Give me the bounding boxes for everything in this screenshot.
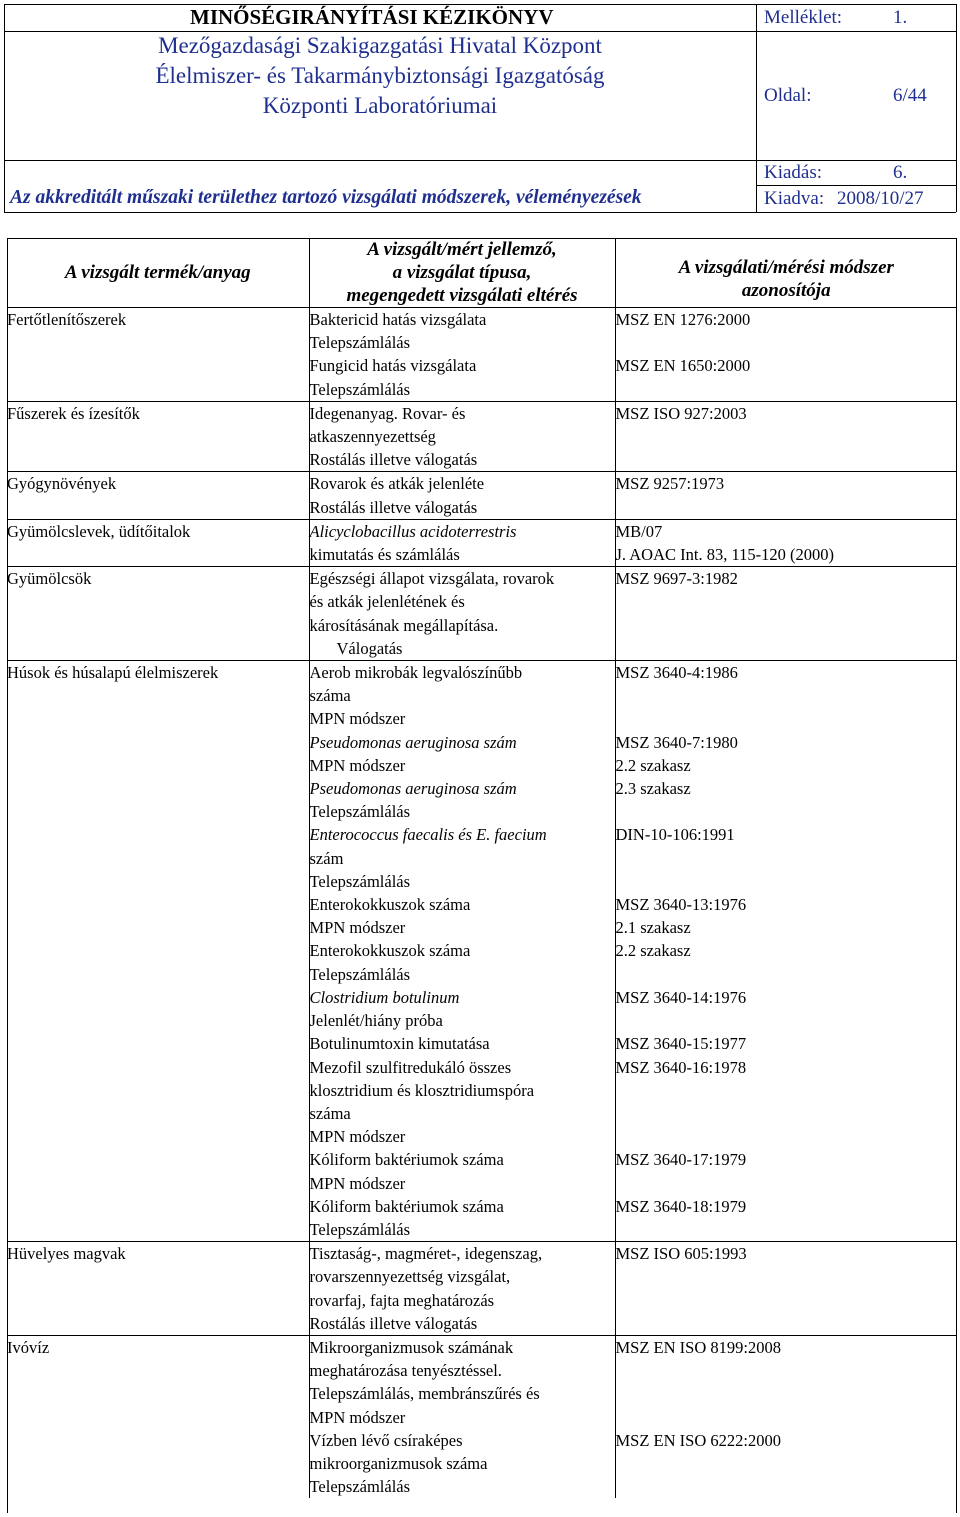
method-line [616, 707, 958, 730]
parameter-line: Idegenanyag. Rovar- és [309, 403, 466, 423]
method-line: 2.2 szakasz [615, 941, 691, 961]
parameter-cell [309, 661, 615, 1242]
product-cell: Gyümölcslevek, üdítőitalok [7, 519, 309, 566]
method-line: J. AOAC Int. 83, 115-120 (2000) [615, 545, 834, 565]
method-line: MSZ 3640-17:1979 [615, 1150, 747, 1170]
parameter-line: száma [309, 686, 351, 706]
parameter-line: Telepszámlálás [309, 802, 411, 822]
parameter-cell [309, 1242, 615, 1336]
col-header-product-text: A vizsgált termék/anyag [64, 262, 251, 283]
parameter-line: Tisztaság-, magméret-, idegenszag, [309, 1244, 543, 1264]
issued-label: Kiadva: [764, 188, 825, 209]
method-cell [615, 308, 957, 402]
parameter-line: és atkák jelenlétének és [309, 592, 465, 612]
product-cell: Gyümölcsök [7, 567, 309, 661]
parameter-line: száma [309, 1103, 351, 1123]
parameter-line: Telepszámlálás [309, 333, 411, 353]
document-header [0, 0, 960, 216]
method-line: MB/07 [615, 521, 663, 541]
col-header-parameter-line2: a vizsgálat típusa, [392, 262, 532, 283]
method-line [616, 1382, 958, 1405]
method-cell [615, 661, 957, 1242]
parameter-line: Egészségi állapot vizsgálata, rovarok [309, 569, 555, 589]
parameter-cell [309, 567, 615, 661]
header-rule-issue [756, 185, 956, 186]
table-row [7, 1335, 957, 1498]
parameter-line: Enterokokkuszok száma [309, 941, 471, 961]
header-rule-3 [4, 160, 956, 161]
method-line: MSZ 3640-13:1976 [615, 895, 747, 915]
table-header-row [7, 238, 957, 308]
parameter-line: Rostálás illetve válogatás [309, 450, 478, 470]
parameter-cell [309, 519, 615, 566]
method-line [616, 1125, 958, 1148]
col-header-method-line2: azonosítója [741, 280, 831, 301]
product-cell: Fűszerek és ízesítők [7, 401, 309, 472]
method-line: DIN-10-106:1991 [615, 825, 735, 845]
parameter-line: károsításának megállapítása. [309, 615, 499, 635]
table-row [7, 308, 957, 402]
product-cell: Fertőtlenítőszerek [7, 308, 309, 402]
method-line: MSZ 9697-3:1982 [615, 569, 738, 589]
parameter-cell [309, 308, 615, 402]
header-column-divider [756, 4, 757, 212]
method-line: MSZ EN ISO 6222:2000 [615, 1430, 781, 1450]
col-header-method-line1: A vizsgálati/mérési módszer [678, 257, 894, 278]
parameter-line: MPN módszer [309, 1173, 406, 1193]
parameter-line: MPN módszer [309, 755, 406, 775]
table-row [7, 472, 957, 519]
method-line [616, 1406, 958, 1429]
method-line: 2.3 szakasz [615, 779, 691, 799]
method-line: MSZ 3640-14:1976 [615, 987, 747, 1007]
product-cell: Húsok és húsalapú élelmiszerek [7, 661, 309, 1242]
parameter-line: Enterococcus faecalis és E. faecium [309, 825, 547, 845]
header-left-border [4, 4, 5, 212]
method-line: MSZ 3640-7:1980 [615, 732, 738, 752]
parameter-cell [309, 472, 615, 519]
parameter-line: Baktericid hatás vizsgálata [309, 310, 487, 329]
method-line [616, 331, 958, 354]
issued-value: 2008/10/27 [837, 188, 924, 209]
method-line [616, 800, 958, 823]
table-row [7, 401, 957, 472]
issue-label: Kiadás: [764, 162, 823, 183]
method-line [616, 378, 958, 401]
parameter-line: Válogatás [336, 638, 403, 658]
parameter-line: Kóliform baktériumok száma [309, 1150, 504, 1170]
org-line-2: Élelmiszer- és Takarmánybiztonsági Igazgatóság [155, 63, 605, 88]
method-cell [615, 472, 957, 519]
org-line-1: Mezőgazdasági Szakigazgatási Hivatal Központ [158, 33, 602, 58]
col-header-product [7, 238, 309, 308]
method-line: MSZ EN ISO 8199:2008 [615, 1337, 781, 1357]
parameter-line: Clostridium botulinum [309, 987, 460, 1007]
parameter-line: Alicyclobacillus acidoterrestris [309, 521, 517, 541]
parameter-line: meghatározása tenyésztéssel. [309, 1361, 502, 1381]
parameter-cell [309, 1335, 615, 1498]
parameter-line: Rostálás illetve válogatás [309, 1313, 478, 1333]
manual-title: MINŐSÉGIRÁNYÍTÁSI KÉZIKÖNYV [190, 5, 554, 29]
product-cell: Hüvelyes magvak [7, 1242, 309, 1336]
method-cell [615, 567, 957, 661]
parameter-line: Vízben lévő csíraképes [309, 1430, 463, 1450]
parameter-line: MPN módszer [309, 1407, 406, 1427]
method-line [616, 1102, 958, 1125]
method-line [616, 684, 958, 707]
parameter-line: MPN módszer [309, 1127, 406, 1147]
page-label: Oldal: [764, 85, 812, 106]
table-row [7, 519, 957, 566]
col-header-parameter-line3: megengedett vizsgálati eltérés [346, 285, 578, 306]
method-cell [615, 1335, 957, 1498]
parameter-line: atkaszennyezettség [309, 427, 436, 447]
col-header-parameter-line1: A vizsgált/mért jellemző, [367, 239, 557, 260]
parameter-line: Telepszámlálás [309, 1477, 411, 1497]
parameter-line: Telepszámlálás [309, 871, 411, 891]
method-line: 2.2 szakasz [615, 755, 691, 775]
parameter-line: Kóliform baktériumok száma [309, 1196, 504, 1216]
parameter-line: rovarfaj, fajta meghatározás [309, 1290, 495, 1310]
page-value: 6/44 [893, 85, 927, 106]
parameter-cell [309, 401, 615, 472]
header-rule-2 [4, 31, 956, 32]
product-cell: Ivóvíz [7, 1335, 309, 1498]
method-line [616, 1359, 958, 1382]
method-line: MSZ EN 1276:2000 [615, 310, 751, 329]
parameter-line: mikroorganizmusok száma [309, 1453, 488, 1473]
method-line: MSZ 3640-4:1986 [615, 663, 738, 683]
parameter-line: Telepszámlálás [309, 1219, 411, 1239]
parameter-line: Rostálás illetve válogatás [309, 497, 478, 517]
method-line: MSZ ISO 927:2003 [615, 403, 747, 423]
table-row [7, 1242, 957, 1336]
method-line [616, 963, 958, 986]
header-bottom-rule [4, 212, 956, 213]
parameter-line: Botulinumtoxin kimutatása [309, 1034, 490, 1054]
parameter-line: Telepszámlálás [309, 964, 411, 984]
method-line: MSZ 3640-16:1978 [615, 1057, 747, 1077]
parameter-line: Aerob mikrobák legvalószínűbb [309, 663, 523, 683]
parameter-line: MPN módszer [309, 709, 406, 729]
product-cell: Gyógynövények [7, 472, 309, 519]
method-line: MSZ EN 1650:2000 [615, 356, 751, 376]
method-line: MSZ 3640-15:1977 [615, 1034, 747, 1054]
parameter-line: Telepszámlálás, membránszűrés és [309, 1384, 540, 1404]
method-line [616, 1079, 958, 1102]
document-subtitle: Az akkreditált műszaki területhez tartozó vizsgálati módszerek, véleményezések [10, 187, 642, 208]
method-line [616, 847, 958, 870]
parameter-line: Pseudomonas aeruginosa szám [309, 779, 517, 799]
annex-value: 1. [893, 7, 908, 28]
parameter-line: kimutatás és számlálás [309, 545, 460, 565]
parameter-line: Jelenlét/hiány próba [309, 1011, 443, 1031]
method-line: MSZ 3640-18:1979 [615, 1196, 747, 1216]
col-header-parameter [309, 238, 615, 308]
annex-label: Melléklet: [764, 7, 843, 28]
method-line [616, 1172, 958, 1195]
parameter-line: Fungicid hatás vizsgálata [309, 356, 477, 376]
header-right-border [956, 4, 957, 212]
parameter-line: Mezofil szulfitredukáló összes [309, 1057, 512, 1077]
method-cell [615, 401, 957, 472]
method-line: 2.1 szakasz [615, 918, 691, 938]
parameter-line: Pseudomonas aeruginosa szám [309, 732, 517, 752]
method-line [616, 870, 958, 893]
issue-value: 6. [893, 162, 908, 183]
table-row [7, 567, 957, 661]
parameter-line: klosztridium és klosztridiumspóra [309, 1080, 535, 1100]
org-line-3: Központi Laboratóriumai [262, 93, 498, 118]
parameter-line: Telepszámlálás [309, 379, 411, 399]
parameter-line: MPN módszer [309, 918, 406, 938]
method-line [616, 1009, 958, 1032]
method-cell [615, 519, 957, 566]
parameter-line: Enterokokkuszok száma [309, 895, 471, 915]
col-header-method [615, 238, 957, 308]
method-line: MSZ ISO 605:1993 [615, 1244, 747, 1264]
parameter-line: szám [309, 848, 344, 868]
parameter-line: rovarszennyezettség vizsgálat, [309, 1267, 511, 1287]
parameter-line: Mikroorganizmusok számának [309, 1337, 514, 1357]
method-line: MSZ 9257:1973 [615, 474, 725, 494]
method-cell [615, 1242, 957, 1336]
methods-table [7, 238, 957, 1498]
parameter-line: Rovarok és atkák jelenléte [309, 474, 485, 494]
table-row [7, 661, 957, 1242]
